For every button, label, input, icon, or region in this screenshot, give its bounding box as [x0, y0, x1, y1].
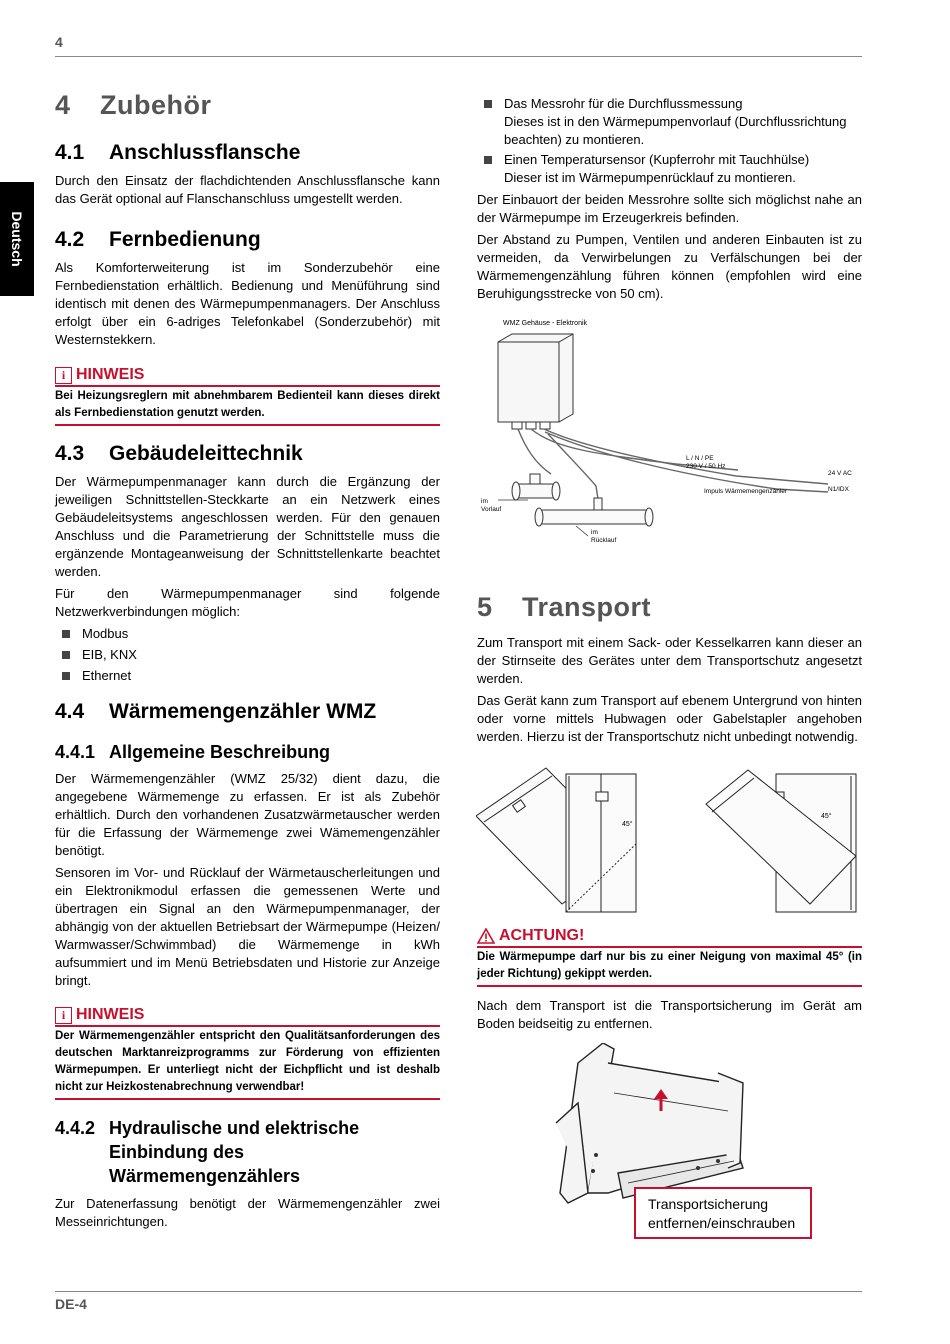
list-item: Modbus — [55, 625, 440, 643]
flow-label: Vorlauf — [481, 506, 502, 513]
return-pipe — [535, 498, 653, 526]
transport-caption-line: entfernen/einschrauben — [648, 1215, 796, 1231]
angle-label-left: 45° — [622, 821, 633, 828]
flow-label: im — [481, 498, 488, 505]
page-number: 4 — [55, 34, 63, 50]
return-label: im — [591, 529, 598, 536]
tilt-diagram — [476, 764, 866, 919]
section-4-1-text: Durch den Einsatz der flachdichtenden Anschlussflansche kann das Gerät optional auf Flanschanschluss umgestellt werden. — [55, 173, 440, 206]
note-2-body: Der Wärmemengenzähler entspricht den Qualitätsanforderungen des deutschen Marktanreizprogramms zur Förderung von effizienten Wärmepumpen. Er unterliegt nicht der Eichpflicht und ist deshalb nicht zur Heizkostenabrechnung verwendbar! — [55, 1025, 440, 1100]
section-4-3-text-1: Der Wärmepumpenmanager kann durch die Ergänzung der jeweiligen Schnittstellen-Steckkarte an ein Netzwerk eines Gebäudeleitsystems angeschlossen werden. Für den genauen Anschluss und die Parametrierung der Schnittstelle muss die ergänzende Montageanweisung der Schnittstellenkarte beachtet werden. — [55, 474, 440, 579]
section-4-4-1-text-1: Der Wärmemengenzähler (WMZ 25/32) dient dazu, die angegebene Wärmemenge zu erfassen. Er ist als Zubehör erhältlich. Durch den vorhandenen Zusatzwärmetauscher werden für die Erfassung der Wärmemenge zwei Wämemengenzähler benötigt. — [55, 771, 440, 858]
install-location-text: Der Einbauort der beiden Messrohre sollte sich möglichst nahe an der Wärmepumpe im Erzeugerkreis befinden. — [477, 192, 862, 225]
pulse-label: Impuls Wärmemengenzähler — [704, 488, 788, 495]
warning-note — [477, 926, 862, 1033]
chapter-5-heading: 5 Transport — [477, 592, 652, 622]
list-item: Das Messrohr für die Durchflussmessung Dieses ist in den Wärmepumpenvorlauf (Durchflussrichtung beachten) zu montieren. — [477, 95, 862, 149]
language-tab — [0, 182, 34, 296]
chapter-4-heading: 4 Zubehör — [55, 90, 212, 120]
section-4-1-heading: 4.1 Anschlussflansche — [55, 141, 301, 164]
network-list — [55, 625, 440, 685]
left-column — [55, 90, 440, 1231]
info-icon: i — [55, 367, 72, 384]
section-4-3-text-2: Für den Wärmepumpenmanager sind folgende Netzwerkverbindungen möglich: — [55, 586, 440, 619]
warning-icon — [477, 928, 495, 944]
note-1-header: i HINWEIS — [55, 365, 440, 385]
note-2-header: i HINWEIS — [55, 1005, 440, 1025]
footer-page-label: DE-4 — [55, 1296, 87, 1312]
transport-caption — [634, 1187, 812, 1239]
transport-caption-line: Transportsicherung — [648, 1196, 769, 1212]
right-column-transport — [477, 592, 862, 746]
section-4-2-heading: 4.2 Fernbedienung — [55, 228, 261, 251]
header-rule — [55, 56, 862, 57]
housing-label: WMZ Gehäuse - Elektronik — [503, 320, 588, 327]
section-4-2-text: Als Komforterweiterung ist im Sonderzubehör eine Fernbedienstation erhältlich. Bedienung und Menüführung sind identisch mit denen des Wärmepumpenmanagers. Der Anschluss erfolgt über ein 6-adriges Telefonkabel (Sonderzubehör) mit Westernstekkern. — [55, 260, 440, 347]
section-4-4-heading: 4.4 Wärmemengenzähler WMZ — [55, 700, 377, 723]
transport-text-2: Das Gerät kann zum Transport auf ebenem Untergrund von hinten oder vorne mittels Hubwagen oder Gabelstapler angehoben werden. Hierzu ist der Transportschutz nicht unbedingt notwendig. — [477, 693, 862, 744]
section-4-4-2-text: Zur Datenerfassung benötigt der Wärmemengenzähler zwei Messeinrichtungen. — [55, 1196, 440, 1229]
language-tab-label: Deutsch — [9, 211, 25, 267]
section-4-3-heading: 4.3 Gebäudeleittechnik — [55, 442, 303, 465]
warning-header: ACHTUNG! — [477, 926, 862, 946]
wmz-housing — [498, 334, 573, 429]
list-item: Einen Temperatursensor (Kupferrohr mit Tauchhülse) Dieser ist im Wärmepumpenrücklauf zu montieren. — [477, 151, 862, 187]
supply-voltage-label: 230 V / 50 Hz — [686, 463, 726, 470]
note-1-body: Bei Heizungsreglern mit abnehmbarem Bedienteil kann dieses direkt als Fernbedienstation genutzt werden. — [55, 385, 440, 426]
section-4-4-1-text-2: Sensoren im Vor- und Rücklauf der Wärmetauscherleitungen und ein Elektronikmodul erfassen die gemessenen Werte und übertragen ein Signal an den Wärmepumpenmanager, der abhängig von der aktuellen Betriebsart der Wärmepumpe (Heizen/ Warmwasser/Schwimmbad) die Wärmemenge in kWh aufsummiert und im Menü Betriebsdaten und Historie zur Anzeige bringt. — [55, 865, 440, 988]
info-icon: i — [55, 1007, 72, 1024]
supply-label: L / N / PE — [686, 455, 714, 462]
return-label: Rücklauf — [591, 537, 617, 544]
right-column-top — [477, 95, 862, 303]
section-4-4-1-heading: 4.4.1 Allgemeine Beschreibung — [55, 742, 331, 762]
warning-body: Die Wärmepumpe darf nur bis zu einer Neigung von maximal 45° (in jeder Richtung) gekippt werden. — [477, 946, 862, 987]
note-2 — [55, 1005, 440, 1100]
angle-label-right: 45° — [821, 813, 832, 820]
note-1 — [55, 365, 440, 426]
list-item: Ethernet — [55, 667, 440, 685]
after-transport-text: Nach dem Transport ist die Transportsicherung im Gerät am Boden beidseitig zu entfernen. — [477, 998, 862, 1031]
transport-text-1: Zum Transport mit einem Sack- oder Kesselkarren kann dieser an der Stirnseite des Gerätes unter dem Transportschutz angesetzt werden. — [477, 635, 862, 686]
wmz-wiring-diagram — [476, 314, 866, 554]
section-4-4-2-heading: 4.4.2 Hydraulische und elektrische Einbindung des Wärmemengenzählers — [55, 1118, 360, 1186]
footer-rule — [55, 1291, 862, 1292]
n1-label: N1/IDX — [828, 486, 849, 493]
list-item: EIB, KNX — [55, 646, 440, 664]
flow-pipe — [512, 474, 560, 500]
distance-text: Der Abstand zu Pumpen, Ventilen und anderen Einbauten ist zu vermeiden, da Verwirbelungen zu Verfälschungen bei der Wärmemengenzählung führen können (empfohlen wird eine Beruhigungsstrecke von 50 cm). — [477, 232, 862, 301]
ac-label: 24 V AC — [828, 470, 852, 477]
upright-unit-left — [566, 774, 636, 912]
